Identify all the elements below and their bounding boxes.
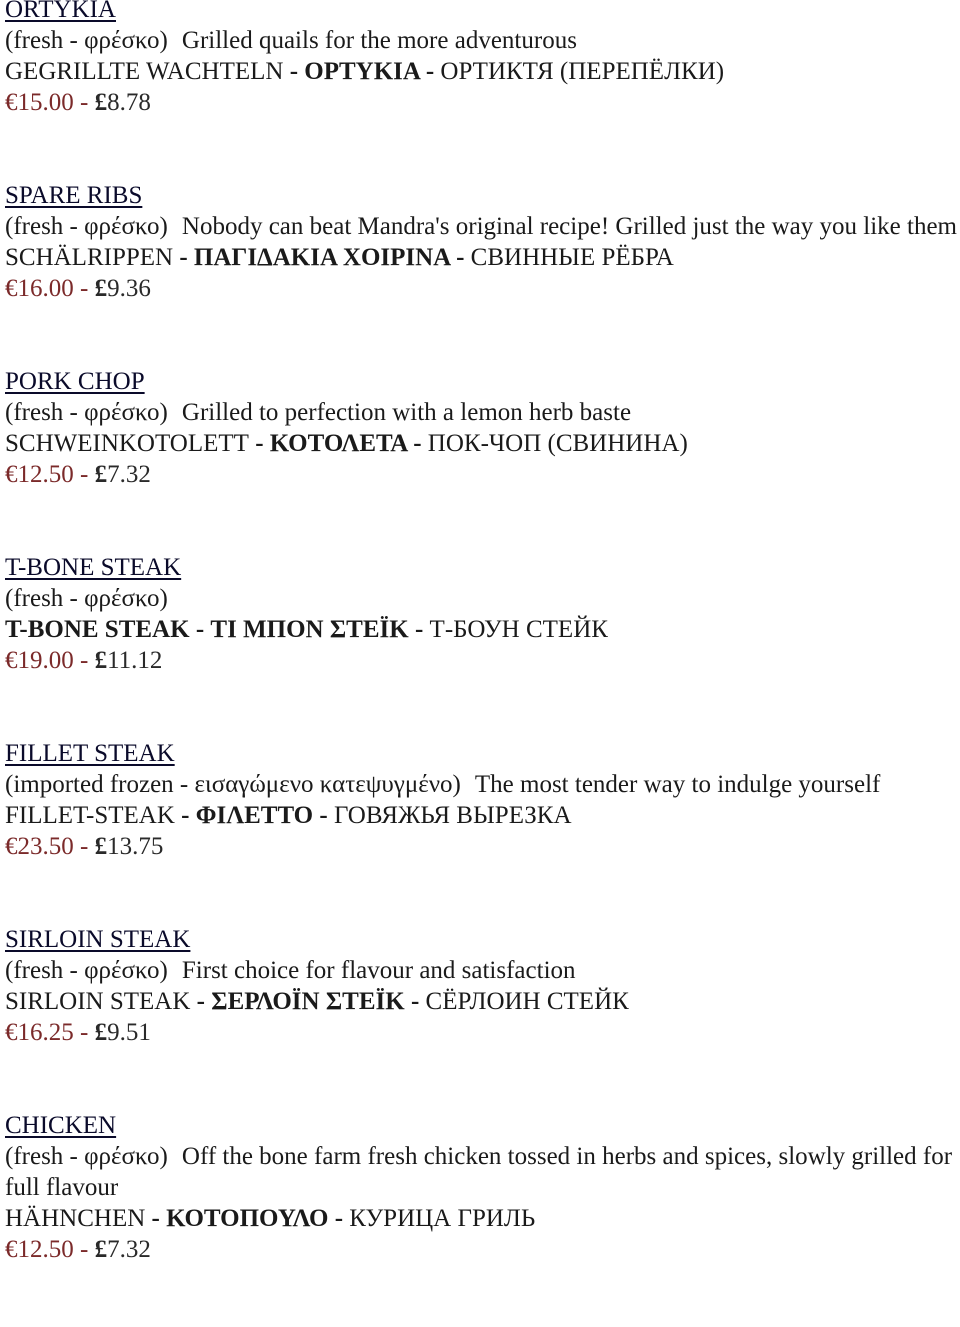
translation-el: ΠΑΓΙΔΑΚΙΑ ΧΟΙΡΙΝΑ: [193, 244, 450, 271]
price-eur: €16.00: [5, 275, 74, 302]
separator: -: [145, 1205, 167, 1232]
menu-item-sirloin-steak: [5, 924, 960, 1048]
price-eur: €19.00: [5, 647, 74, 674]
item-description: First choice for flavour and satisfaction: [181, 957, 576, 984]
menu-item-pork-chop: [5, 366, 960, 490]
separator: -: [189, 616, 211, 643]
price-gbp: 11.12: [107, 647, 163, 674]
price-eur: €23.50: [5, 833, 74, 860]
translation-ru: СВИННЫЕ РЁБРА: [470, 244, 674, 271]
item-translations: [5, 56, 960, 87]
price-eur: €15.00: [5, 89, 74, 116]
separator: -: [73, 1236, 95, 1263]
item-price: [5, 273, 960, 304]
item-translations: [5, 428, 960, 459]
translation-el: ΣΕΡΛΟΪΝ ΣΤΕΪΚ: [211, 988, 405, 1015]
translation-de: FILLET-STEAK: [5, 802, 175, 829]
item-price: [5, 1017, 960, 1048]
separator: -: [73, 1019, 95, 1046]
item-freshness: (fresh - φρέσκο): [5, 27, 168, 54]
menu-item-t-bone-steak: [5, 552, 960, 676]
translation-ru: КУРИЦА ГРИЛЬ: [349, 1205, 536, 1232]
translation-el: ΦΙΛΕΤΤΟ: [195, 802, 314, 829]
separator: -: [449, 244, 471, 271]
item-translations: [5, 242, 960, 273]
pound-symbol: £: [94, 1236, 108, 1263]
separator: -: [408, 616, 430, 643]
item-description-line: [5, 769, 960, 800]
price-gbp: 9.51: [107, 1019, 151, 1046]
price-gbp: 7.32: [107, 461, 151, 488]
translation-de: SCHÄLRIPPEN: [5, 244, 174, 271]
item-description: Nobody can beat Mandra's original recipe! Grilled just the way you like them: [181, 213, 958, 240]
translation-de: HÄHNCHEN: [5, 1205, 146, 1232]
menu-item-chicken: [5, 1110, 960, 1265]
separator: -: [190, 988, 212, 1015]
item-freshness: (fresh - φρέσκο): [5, 585, 168, 612]
item-freshness: (fresh - φρέσκο): [5, 957, 168, 984]
item-translations: [5, 614, 960, 645]
item-title: CHICKEN: [5, 1112, 117, 1139]
item-description-line: [5, 211, 960, 242]
separator: -: [73, 647, 95, 674]
menu-item-fillet-steak: [5, 738, 960, 862]
pound-symbol: £: [94, 647, 108, 674]
separator: -: [248, 430, 270, 457]
pound-symbol: £: [94, 461, 108, 488]
item-freshness: (imported frozen - εισαγώμενο κατεψυγμένο): [5, 771, 461, 798]
separator: -: [283, 58, 305, 85]
price-gbp: 8.78: [107, 89, 151, 116]
menu-item-ortykia: [5, 0, 960, 118]
translation-ru: ГОВЯЖЬЯ ВЫРЕЗКА: [333, 802, 572, 829]
separator: -: [419, 58, 441, 85]
separator: -: [404, 988, 426, 1015]
translation-ru: Т-БОУН СТЕЙК: [429, 616, 608, 643]
item-freshness: (fresh - φρέσκο): [5, 399, 168, 426]
item-price: [5, 831, 960, 862]
separator: -: [73, 89, 95, 116]
item-description: Off the bone farm fresh chicken tossed in herbs and spices, slowly grilled for full flavour: [5, 1143, 953, 1201]
translation-el: ΚΟΤΟΛΕΤΑ: [269, 430, 407, 457]
separator: -: [73, 833, 95, 860]
item-title: SIRLOIN STEAK: [5, 926, 191, 953]
separator: -: [73, 461, 95, 488]
price-gbp: 9.36: [107, 275, 151, 302]
price-eur: €16.25: [5, 1019, 74, 1046]
item-title: ORTYKIA: [5, 0, 116, 23]
item-title: T-BONE STEAK: [5, 554, 182, 581]
item-price: [5, 1234, 960, 1265]
translation-ru: ОРТИКТЯ (ПЕРЕПЁЛКИ): [440, 58, 725, 85]
separator: -: [328, 1205, 350, 1232]
price-gbp: 13.75: [107, 833, 164, 860]
item-description-line: [5, 583, 960, 614]
translation-de: T-BONE STEAK: [5, 616, 190, 643]
price-eur: €12.50: [5, 461, 74, 488]
item-freshness: (fresh - φρέσκο): [5, 1143, 168, 1170]
translation-de: SIRLOIN STEAK: [5, 988, 191, 1015]
translation-el: ΟΡΤΥΚΙΑ: [304, 58, 420, 85]
pound-symbol: £: [94, 833, 108, 860]
price-eur: €12.50: [5, 1236, 74, 1263]
pound-symbol: £: [94, 1019, 108, 1046]
separator: -: [174, 802, 196, 829]
item-translations: [5, 1203, 960, 1234]
menu-item-spare-ribs: [5, 180, 960, 304]
item-title: FILLET STEAK: [5, 740, 175, 767]
item-translations: [5, 800, 960, 831]
item-description: Grilled to perfection with a lemon herb baste: [181, 399, 632, 426]
translation-el: ΤΙ ΜΠΟΝ ΣΤΕΪΚ: [210, 616, 409, 643]
pound-symbol: £: [94, 275, 108, 302]
item-price: [5, 459, 960, 490]
item-description: Grilled quails for the more adventurous: [181, 27, 577, 54]
item-description-line: [5, 1141, 960, 1203]
pound-symbol: £: [94, 89, 108, 116]
item-description: The most tender way to indulge yourself: [474, 771, 881, 798]
separator: -: [313, 802, 334, 829]
item-title: SPARE RIBS: [5, 182, 143, 209]
item-description-line: [5, 397, 960, 428]
separator: -: [73, 275, 95, 302]
separator: -: [406, 430, 428, 457]
item-price: [5, 87, 960, 118]
item-title: PORK CHOP: [5, 368, 145, 395]
item-description-line: [5, 955, 960, 986]
item-freshness: (fresh - φρέσκο): [5, 213, 168, 240]
translation-de: GEGRILLTE WACHTELN: [5, 58, 284, 85]
item-price: [5, 645, 960, 676]
menu-list: [5, 0, 960, 1327]
item-description-line: [5, 25, 960, 56]
price-gbp: 7.32: [107, 1236, 151, 1263]
translation-ru: СЁРЛОИН СТЕЙК: [425, 988, 629, 1015]
item-translations: [5, 986, 960, 1017]
translation-el: ΚΟΤΟΠΟΥΛΟ: [166, 1205, 329, 1232]
separator: -: [173, 244, 194, 271]
translation-de: SCHWEINKOTOLETT: [5, 430, 249, 457]
translation-ru: ПОК-ЧОП (СВИНИНА): [427, 430, 688, 457]
